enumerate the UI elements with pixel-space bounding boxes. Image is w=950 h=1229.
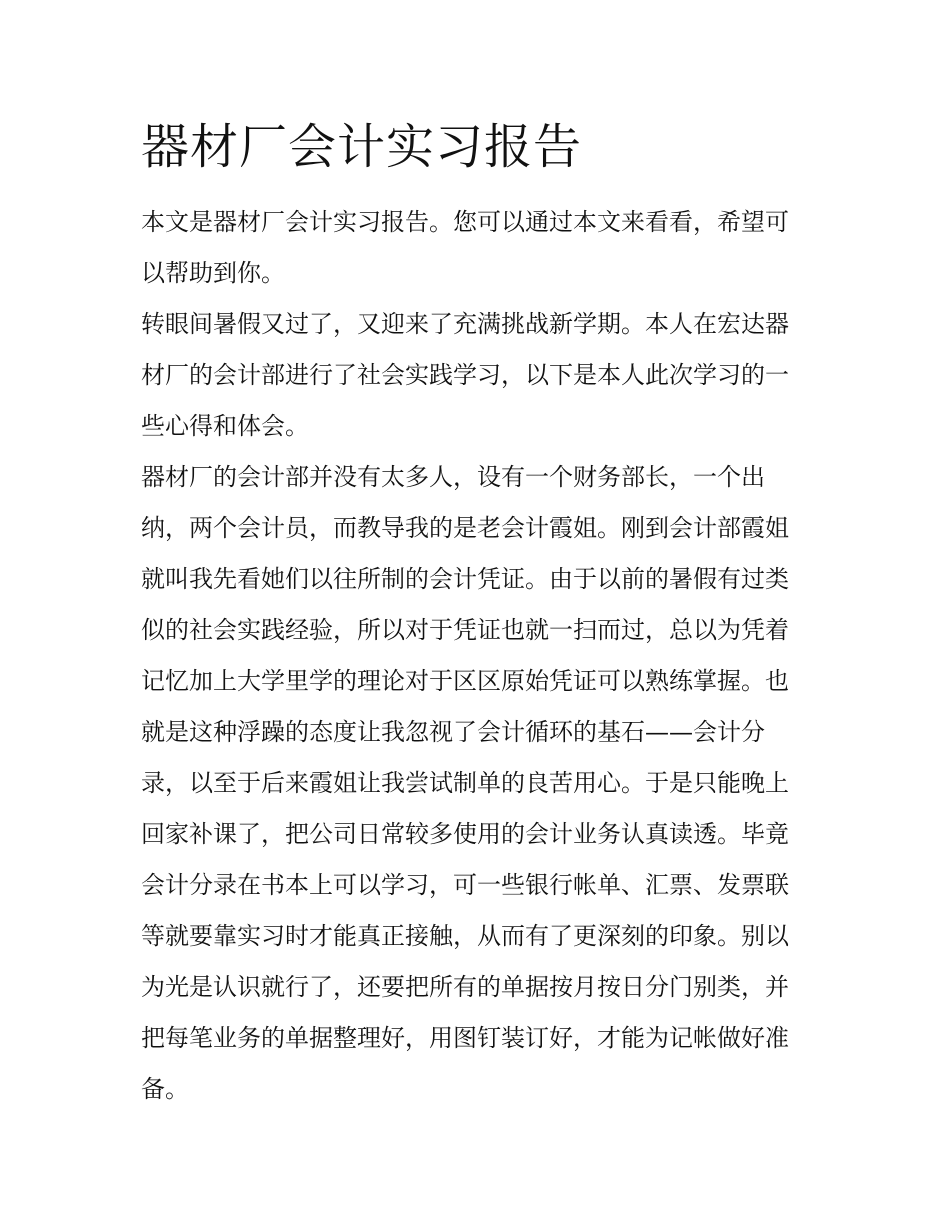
text-line: 回家补课了，把公司日常较多使用的会计业务认真读透。毕竟 — [141, 820, 789, 848]
document-title: 器材厂会计实习报告 — [141, 119, 583, 175]
text-line: 为光是认识就行了，还要把所有的单据按月按日分门别类，并 — [141, 973, 789, 1001]
text-line: 似的社会实践经验，所以对于凭证也就一扫而过，总以为凭着 — [141, 616, 789, 644]
text-line: 等就要靠实习时才能真正接触，从而有了更深刻的印象。别以 — [141, 922, 789, 950]
text-line: 就是这种浮躁的态度让我忽视了会计循环的基石——会计分 — [141, 718, 765, 746]
text-line: 些心得和体会。 — [141, 412, 309, 440]
text-line: 就叫我先看她们以往所制的会计凭证。由于以前的暑假有过类 — [141, 565, 789, 593]
text-line: 会计分录在书本上可以学习，可一些银行帐单、汇票、发票联 — [141, 871, 789, 899]
text-line: 以帮助到你。 — [141, 259, 285, 287]
document-body — [141, 112, 813, 1115]
text-line: 备。 — [141, 1075, 189, 1103]
text-line: 本文是器材厂会计实习报告。您可以通过本文来看看，希望可 — [141, 208, 789, 236]
text-line: 器材厂的会计部并没有太多人，设有一个财务部长，一个出 — [141, 463, 765, 491]
text-line: 录，以至于后来霞姐让我尝试制单的良苦用心。于是只能晚上 — [141, 769, 789, 797]
text-line: 材厂的会计部进行了社会实践学习，以下是本人此次学习的一 — [141, 361, 789, 389]
title-spacer — [141, 182, 813, 197]
text-line: 转眼间暑假又过了，又迎来了充满挑战新学期。本人在宏达器 — [141, 310, 789, 338]
text-line: 纳，两个会计员，而教导我的是老会计霞姐。刚到会计部霞姐 — [141, 514, 789, 542]
text-line: 把每笔业务的单据整理好，用图钉装订好，才能为记帐做好准 — [141, 1024, 789, 1052]
text-line: 记忆加上大学里学的理论对于区区原始凭证可以熟练掌握。也 — [141, 667, 789, 695]
